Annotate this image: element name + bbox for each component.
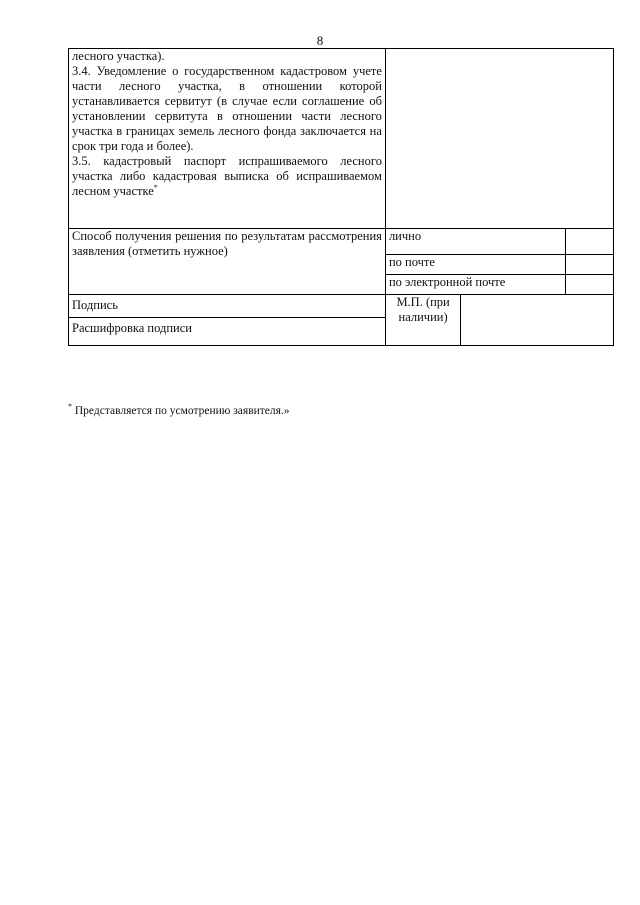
footnote-star: * [68,402,72,411]
delivery-option-email: по электронной почте [385,275,565,295]
footnote [68,402,290,417]
document-item-3-5-text: 3.5. кадастровый паспорт испрашиваемого лесного участка либо кадастровая выписка об испрашиваемом лесном участке [72,154,382,198]
documents-row [69,49,614,229]
signature-label: Подпись [69,295,386,318]
documents-tail-text: лесного участка). [72,49,165,63]
delivery-checkbox-personal[interactable] [565,229,613,255]
delivery-checkbox-mail[interactable] [565,255,613,275]
documents-empty-cell [385,49,613,229]
documents-list-cell [69,49,386,229]
delivery-option-mail: по почте [385,255,565,275]
signature-row [69,295,614,318]
footnote-mark: * [153,182,158,192]
stamp-place: М.П. (при наличии) [385,295,460,346]
delivery-row-personal [69,229,614,255]
delivery-option-personal: лично [385,229,565,255]
delivery-method-label: Способ получения решения по результатам рассмотрения заявления (отметить нужное) [69,229,386,295]
delivery-checkbox-email[interactable] [565,275,613,295]
signature-field[interactable] [461,295,614,346]
document-item-3-4: 3.4. Уведомление о государственном кадастровом учете части лесного участка, в отношении которой устанавливается сервитут (в случае если соглашение об установлении сервитута в отношении части лесного участка в границах земель лесного фонда заключается на срок три года и более). [72,64,382,153]
page-number: 8 [316,33,324,48]
document-item-3-5 [72,154,382,199]
signature-decode-label: Расшифровка подписи [69,318,386,346]
footnote-text: Представляется по усмотрению заявителя.» [74,404,290,417]
application-form-table [68,48,614,346]
